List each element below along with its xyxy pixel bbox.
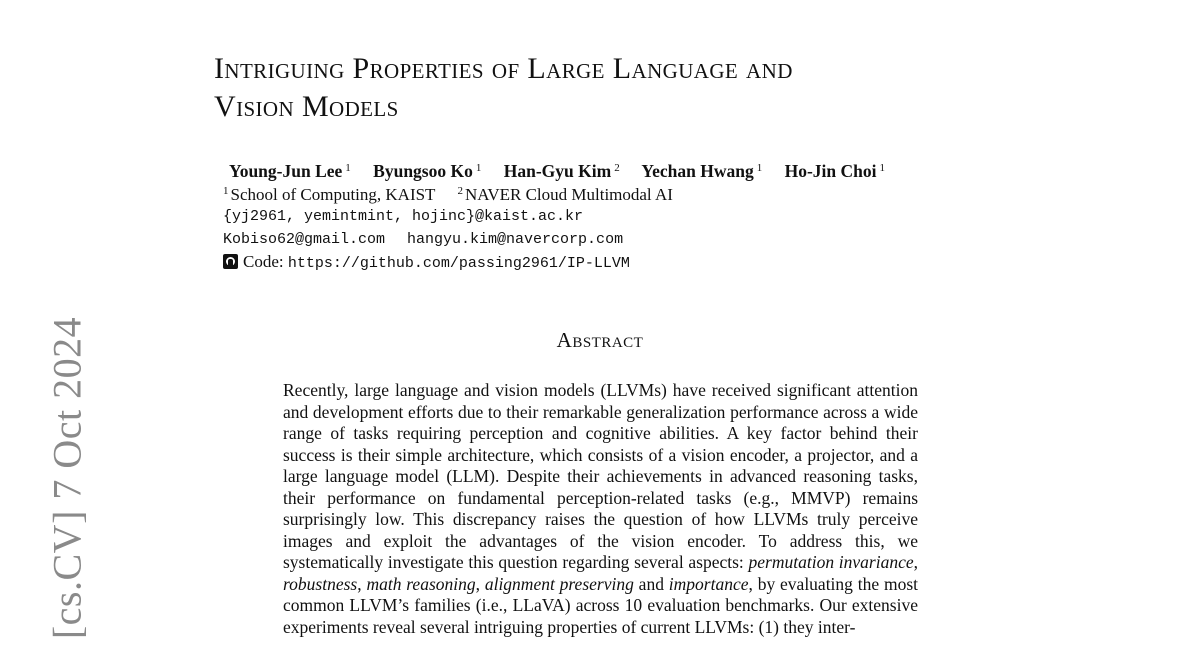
abstract-keyword: alignment preserving bbox=[484, 573, 634, 594]
affil-marker: 2 bbox=[457, 185, 463, 197]
abstract-keyword: importance bbox=[668, 573, 749, 594]
abstract-keyword: robustness bbox=[283, 573, 358, 594]
abstract-separator: , bbox=[357, 573, 367, 594]
title-line-2: Vision Models bbox=[214, 90, 399, 123]
abstract-separator: , bbox=[475, 573, 485, 594]
author-affil-marker: 1 bbox=[879, 162, 886, 174]
arxiv-identifier: [cs.CV] 7 Oct 2024 bbox=[44, 316, 90, 640]
author bbox=[504, 161, 620, 181]
author-name: Ho-Jin Choi bbox=[784, 161, 877, 181]
author-list bbox=[229, 161, 903, 182]
code-url-link[interactable]: https://github.com/passing2961/IP-LLVM bbox=[287, 255, 630, 272]
abstract-heading: Abstract bbox=[556, 328, 644, 352]
author-affil-marker: 1 bbox=[756, 162, 763, 174]
author bbox=[785, 161, 885, 181]
author-affil-marker: 2 bbox=[614, 162, 620, 174]
author bbox=[373, 161, 481, 181]
email-line-2 bbox=[223, 231, 623, 248]
author-name: Yechan Hwang bbox=[641, 161, 754, 181]
abstract-keyword: permutation invariance bbox=[748, 552, 914, 572]
affiliation-name: NAVER Cloud Multimodal AI bbox=[464, 185, 673, 204]
author-name: Han-Gyu Kim bbox=[503, 161, 612, 181]
author-name: Byungsoo Ko bbox=[373, 161, 473, 181]
email-link[interactable]: Kobiso62@gmail.com bbox=[223, 231, 386, 248]
author-affil-marker: 1 bbox=[345, 162, 351, 174]
abstract-separator: , bbox=[913, 552, 918, 572]
code-link-line bbox=[223, 252, 630, 272]
abstract-keyword: math reasoning bbox=[366, 573, 476, 594]
abstract-text bbox=[283, 380, 918, 648]
code-label: Code: bbox=[243, 252, 284, 271]
abstract-text-part: , by evaluating the most common LLVM’s families (i.e., LLaVA) across 10 evaluation benchmarks. Our extensive experiments reveal several intriguing properties of current LLVMs: (1) they inter- bbox=[283, 573, 918, 637]
paper-title bbox=[214, 50, 1034, 126]
email-link[interactable]: hangyu.kim@navercorp.com bbox=[407, 231, 624, 248]
affil-marker: 1 bbox=[223, 185, 229, 197]
author-affil-marker: 1 bbox=[475, 162, 482, 174]
title-line-1: Intriguing Properties of Large Language and bbox=[214, 52, 793, 85]
abstract-separator: and bbox=[633, 573, 669, 594]
author bbox=[641, 161, 762, 181]
affiliation-name: School of Computing, KAIST bbox=[230, 185, 436, 204]
email-line-1[interactable]: {yj2961, yemintmint, hojinc}@kaist.ac.kr bbox=[223, 208, 584, 225]
author bbox=[229, 161, 351, 181]
affiliations bbox=[223, 185, 673, 205]
github-icon bbox=[223, 254, 238, 269]
author-name: Young-Jun Lee bbox=[229, 161, 343, 181]
abstract-text-part: Recently, large language and vision models (LLVMs) have received significant attention and development efforts due to their remarkable generalization performance across a wide range of tasks requiring perception and cognitive abilities. A key factor behind their success is their simple architecture, which consists of a vision encoder, a projector, and a large language model (LLM). Despite their achievements in advanced reasoning tasks, their performance on fundamental perception-related tasks (e.g., MMVP) remains surprisingly low. This discrepancy raises the question of how LLVMs truly perceive images and exploit the advantages of the vision encoder. To address this, we systematically investigate this question regarding several aspects: bbox=[283, 380, 918, 572]
